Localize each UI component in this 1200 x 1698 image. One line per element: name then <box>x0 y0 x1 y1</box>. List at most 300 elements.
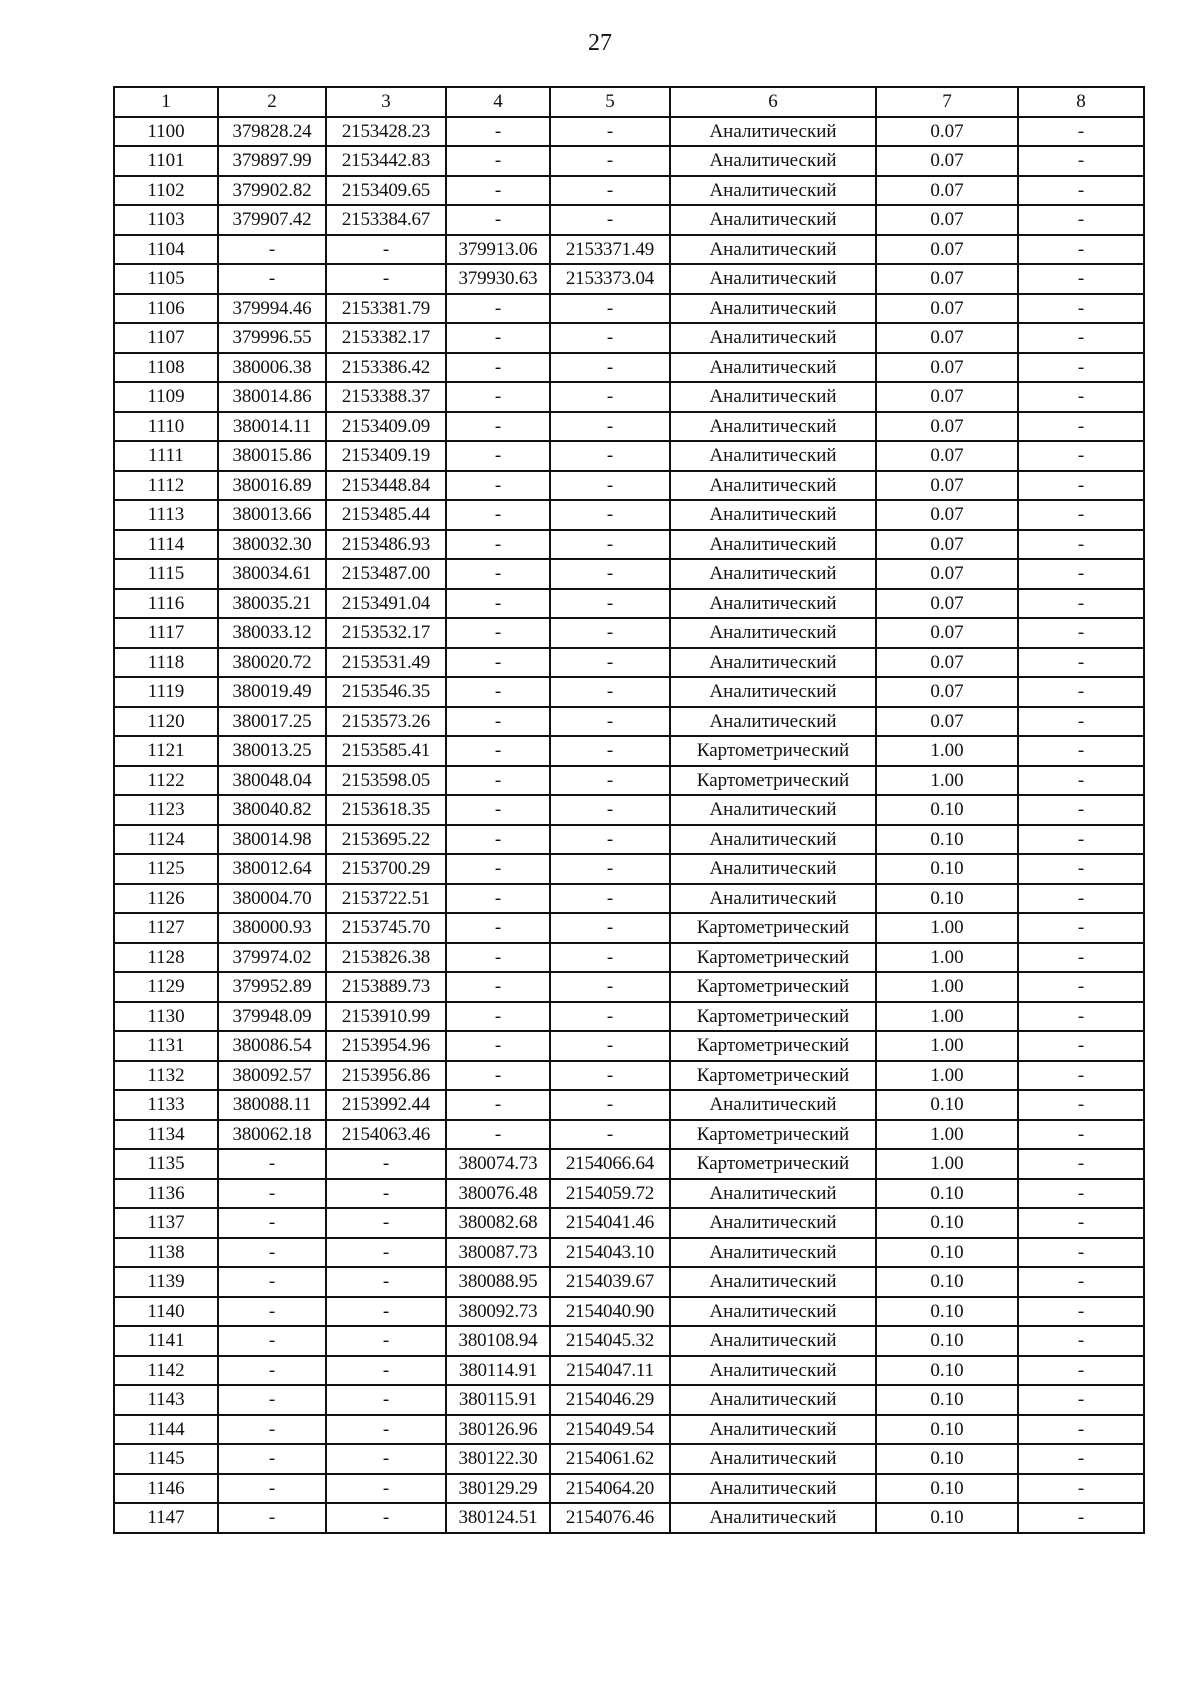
table-cell: Аналитический <box>670 1474 876 1504</box>
table-cell: Картометрический <box>670 1031 876 1061</box>
table-cell: 379994.46 <box>218 294 326 324</box>
table-cell: - <box>446 294 550 324</box>
table-cell: - <box>446 146 550 176</box>
table-cell: Аналитический <box>670 1444 876 1474</box>
column-header: 5 <box>550 87 670 117</box>
table-cell: 2154049.54 <box>550 1415 670 1445</box>
table-cell: 379913.06 <box>446 235 550 265</box>
table-cell: - <box>446 618 550 648</box>
table-cell: - <box>326 1474 446 1504</box>
table-cell: - <box>550 117 670 147</box>
table-cell: 0.07 <box>876 441 1018 471</box>
table-cell: - <box>326 1179 446 1209</box>
table-cell: - <box>1018 1149 1144 1179</box>
table-cell: 1116 <box>114 589 218 619</box>
table-cell: 2153491.04 <box>326 589 446 619</box>
table-cell: 1112 <box>114 471 218 501</box>
table-cell: Аналитический <box>670 264 876 294</box>
table-row <box>114 294 1144 324</box>
table-cell: 0.10 <box>876 1474 1018 1504</box>
table-cell: 1119 <box>114 677 218 707</box>
table-row <box>114 441 1144 471</box>
table-cell: 2154063.46 <box>326 1120 446 1150</box>
table-cell: 380000.93 <box>218 913 326 943</box>
table-cell: 2153598.05 <box>326 766 446 796</box>
table-cell: - <box>326 1267 446 1297</box>
table-cell: 1126 <box>114 884 218 914</box>
table-cell: 2154076.46 <box>550 1503 670 1533</box>
table-row <box>114 1326 1144 1356</box>
table-cell: - <box>550 205 670 235</box>
table-cell: Аналитический <box>670 530 876 560</box>
table-cell: - <box>1018 1120 1144 1150</box>
table-cell: - <box>1018 1415 1144 1445</box>
column-header: 1 <box>114 87 218 117</box>
table-row <box>114 1149 1144 1179</box>
table-cell: 1115 <box>114 559 218 589</box>
table-cell: 1.00 <box>876 913 1018 943</box>
table-cell: - <box>446 530 550 560</box>
table-cell: - <box>550 294 670 324</box>
table-cell: 0.07 <box>876 412 1018 442</box>
table-cell: - <box>1018 1179 1144 1209</box>
table-cell: 1136 <box>114 1179 218 1209</box>
table-cell: 0.07 <box>876 235 1018 265</box>
table-cell: - <box>1018 294 1144 324</box>
table-cell: 379828.24 <box>218 117 326 147</box>
table-cell: 1.00 <box>876 736 1018 766</box>
table-cell: Аналитический <box>670 825 876 855</box>
table-row <box>114 736 1144 766</box>
table-cell: - <box>446 913 550 943</box>
table-header-row <box>114 87 1144 117</box>
table-cell: 379948.09 <box>218 1002 326 1032</box>
table-cell: - <box>550 913 670 943</box>
table-cell: - <box>1018 1444 1144 1474</box>
table-cell: 1139 <box>114 1267 218 1297</box>
table-row <box>114 117 1144 147</box>
table-cell: 2153487.00 <box>326 559 446 589</box>
table-cell: 2153409.65 <box>326 176 446 206</box>
table-row <box>114 1503 1144 1533</box>
table-cell: - <box>1018 264 1144 294</box>
table-cell: 380032.30 <box>218 530 326 560</box>
table-row <box>114 146 1144 176</box>
table-cell: 2154039.67 <box>550 1267 670 1297</box>
table-cell: - <box>1018 943 1144 973</box>
table-cell: 1106 <box>114 294 218 324</box>
table-cell: 0.10 <box>876 1356 1018 1386</box>
table-row <box>114 795 1144 825</box>
table-cell: - <box>326 264 446 294</box>
table-cell: 379902.82 <box>218 176 326 206</box>
table-cell: - <box>550 707 670 737</box>
table-cell: - <box>446 795 550 825</box>
table-cell: - <box>326 1444 446 1474</box>
table-cell: 2153409.09 <box>326 412 446 442</box>
table-cell: - <box>446 382 550 412</box>
table-cell: 379996.55 <box>218 323 326 353</box>
table-cell: - <box>550 500 670 530</box>
table-cell: - <box>1018 825 1144 855</box>
table-row <box>114 1267 1144 1297</box>
table-cell: Аналитический <box>670 618 876 648</box>
table-cell: 2154061.62 <box>550 1444 670 1474</box>
table-cell: 1129 <box>114 972 218 1002</box>
table-cell: - <box>218 1238 326 1268</box>
table-cell: 380035.21 <box>218 589 326 619</box>
table-cell: Картометрический <box>670 736 876 766</box>
table-cell: - <box>326 1149 446 1179</box>
table-cell: 380012.64 <box>218 854 326 884</box>
table-cell: 379974.02 <box>218 943 326 973</box>
table-cell: 2154066.64 <box>550 1149 670 1179</box>
table-cell: - <box>446 972 550 1002</box>
table-cell: - <box>550 736 670 766</box>
table-cell: 2154043.10 <box>550 1238 670 1268</box>
table-row <box>114 1061 1144 1091</box>
table-cell: - <box>1018 913 1144 943</box>
table-cell: - <box>446 353 550 383</box>
table-cell: - <box>550 795 670 825</box>
table-cell: - <box>1018 648 1144 678</box>
table-cell: 380034.61 <box>218 559 326 589</box>
table-cell: - <box>446 176 550 206</box>
table-cell: - <box>446 117 550 147</box>
table-cell: 0.10 <box>876 1444 1018 1474</box>
table-cell: 0.07 <box>876 323 1018 353</box>
table-cell: 380076.48 <box>446 1179 550 1209</box>
table-cell: 0.07 <box>876 382 1018 412</box>
table-cell: Аналитический <box>670 412 876 442</box>
table-cell: 2153618.35 <box>326 795 446 825</box>
table-cell: - <box>550 648 670 678</box>
table-cell: Аналитический <box>670 1326 876 1356</box>
table-cell: Аналитический <box>670 117 876 147</box>
table-cell: 1108 <box>114 353 218 383</box>
table-cell: Картометрический <box>670 1002 876 1032</box>
table-cell: - <box>550 1090 670 1120</box>
table-cell: 2153485.44 <box>326 500 446 530</box>
table-cell: - <box>1018 382 1144 412</box>
table-cell: - <box>326 235 446 265</box>
table-cell: - <box>326 1238 446 1268</box>
table-cell: - <box>446 500 550 530</box>
table-cell: - <box>550 677 670 707</box>
table-cell: - <box>1018 1238 1144 1268</box>
table-row <box>114 884 1144 914</box>
table-row <box>114 677 1144 707</box>
table-cell: - <box>550 471 670 501</box>
table-row <box>114 530 1144 560</box>
table-cell: - <box>1018 854 1144 884</box>
table-cell: 2154059.72 <box>550 1179 670 1209</box>
table-row <box>114 1120 1144 1150</box>
table-cell: 2154045.32 <box>550 1326 670 1356</box>
table-cell: 380126.96 <box>446 1415 550 1445</box>
table-cell: 2153428.23 <box>326 117 446 147</box>
table-row <box>114 205 1144 235</box>
table-cell: - <box>550 589 670 619</box>
table-cell: Аналитический <box>670 1385 876 1415</box>
table-cell: 1.00 <box>876 766 1018 796</box>
table-cell: 2153388.37 <box>326 382 446 412</box>
table-cell: - <box>1018 972 1144 1002</box>
table-cell: 2153448.84 <box>326 471 446 501</box>
table-cell: - <box>326 1415 446 1445</box>
table-cell: - <box>446 559 550 589</box>
table-cell: - <box>446 766 550 796</box>
table-cell: - <box>1018 1503 1144 1533</box>
table-cell: 2153546.35 <box>326 677 446 707</box>
table-cell: - <box>218 1385 326 1415</box>
table-cell: - <box>1018 677 1144 707</box>
table-row <box>114 589 1144 619</box>
table-cell: - <box>550 530 670 560</box>
table-row <box>114 1474 1144 1504</box>
table-cell: 1.00 <box>876 972 1018 1002</box>
table-cell: - <box>550 323 670 353</box>
table-cell: - <box>1018 795 1144 825</box>
table-cell: - <box>446 323 550 353</box>
table-cell: - <box>446 1002 550 1032</box>
table-cell: Аналитический <box>670 1297 876 1327</box>
table-cell: - <box>550 1031 670 1061</box>
column-header: 7 <box>876 87 1018 117</box>
table-cell: 1100 <box>114 117 218 147</box>
table-row <box>114 235 1144 265</box>
table-cell: 1103 <box>114 205 218 235</box>
table-cell: 2153956.86 <box>326 1061 446 1091</box>
table-cell: 0.07 <box>876 117 1018 147</box>
table-cell: - <box>326 1356 446 1386</box>
table-cell: - <box>550 559 670 589</box>
table-row <box>114 1031 1144 1061</box>
table-cell: 1.00 <box>876 1120 1018 1150</box>
table-cell: - <box>550 1061 670 1091</box>
table-cell: - <box>1018 146 1144 176</box>
table-cell: 2153700.29 <box>326 854 446 884</box>
table-cell: - <box>1018 1061 1144 1091</box>
column-header: 8 <box>1018 87 1144 117</box>
page-number: 27 <box>588 30 612 56</box>
table-cell: 0.07 <box>876 500 1018 530</box>
table-cell: 0.10 <box>876 1385 1018 1415</box>
table-cell: - <box>446 707 550 737</box>
table-cell: 2153954.96 <box>326 1031 446 1061</box>
table-cell: - <box>218 235 326 265</box>
table-cell: - <box>446 825 550 855</box>
table-cell: 380014.11 <box>218 412 326 442</box>
table-cell: - <box>1018 500 1144 530</box>
table-cell: 379907.42 <box>218 205 326 235</box>
table-cell: Аналитический <box>670 707 876 737</box>
table-cell: 380006.38 <box>218 353 326 383</box>
table-cell: 1130 <box>114 1002 218 1032</box>
table-cell: - <box>326 1208 446 1238</box>
table-cell: - <box>1018 1090 1144 1120</box>
table-cell: 0.10 <box>876 1179 1018 1209</box>
table-cell: 2153371.49 <box>550 235 670 265</box>
table-cell: 0.10 <box>876 1238 1018 1268</box>
table-cell: 0.10 <box>876 854 1018 884</box>
table-cell: 380014.98 <box>218 825 326 855</box>
table-cell: 2153889.73 <box>326 972 446 1002</box>
table-row <box>114 1297 1144 1327</box>
table-cell: 0.07 <box>876 146 1018 176</box>
table-cell: Аналитический <box>670 1208 876 1238</box>
table-row <box>114 1238 1144 1268</box>
table-cell: 380092.57 <box>218 1061 326 1091</box>
table-cell: - <box>218 1474 326 1504</box>
table-row <box>114 854 1144 884</box>
table-cell: 1144 <box>114 1415 218 1445</box>
table-cell: 0.10 <box>876 825 1018 855</box>
table-cell: 1117 <box>114 618 218 648</box>
table-row <box>114 618 1144 648</box>
table-cell: 2154047.11 <box>550 1356 670 1386</box>
table-cell: 380092.73 <box>446 1297 550 1327</box>
table-cell: Аналитический <box>670 559 876 589</box>
table-cell: - <box>1018 205 1144 235</box>
table-row <box>114 382 1144 412</box>
table-cell: - <box>446 1061 550 1091</box>
column-header: 6 <box>670 87 876 117</box>
table-row <box>114 1385 1144 1415</box>
table-cell: - <box>218 1179 326 1209</box>
table-cell: 2153373.04 <box>550 264 670 294</box>
table-cell: Аналитический <box>670 589 876 619</box>
table-cell: - <box>550 1002 670 1032</box>
table-body <box>114 117 1144 1533</box>
table-cell: 1128 <box>114 943 218 973</box>
table-cell: 1114 <box>114 530 218 560</box>
table-cell: 2153381.79 <box>326 294 446 324</box>
table-cell: - <box>1018 441 1144 471</box>
table-cell: - <box>550 441 670 471</box>
table-cell: 1110 <box>114 412 218 442</box>
table-cell: Аналитический <box>670 1356 876 1386</box>
table-cell: - <box>446 648 550 678</box>
table-cell: 0.07 <box>876 707 1018 737</box>
table-cell: 2154046.29 <box>550 1385 670 1415</box>
table-cell: - <box>1018 884 1144 914</box>
table-cell: 1.00 <box>876 1031 1018 1061</box>
table-cell: 379952.89 <box>218 972 326 1002</box>
table-cell: - <box>1018 589 1144 619</box>
table-cell: - <box>550 825 670 855</box>
table-cell: 2153585.41 <box>326 736 446 766</box>
table-cell: 0.10 <box>876 1208 1018 1238</box>
table-cell: 1122 <box>114 766 218 796</box>
table-cell: - <box>1018 412 1144 442</box>
table-cell: 0.10 <box>876 884 1018 914</box>
table-cell: - <box>218 1297 326 1327</box>
table-cell: 1133 <box>114 1090 218 1120</box>
table-cell: 0.07 <box>876 353 1018 383</box>
table-cell: 0.07 <box>876 677 1018 707</box>
table-cell: 2154041.46 <box>550 1208 670 1238</box>
table-cell: 1140 <box>114 1297 218 1327</box>
table-cell: 1113 <box>114 500 218 530</box>
table-cell: - <box>1018 1297 1144 1327</box>
table-cell: - <box>550 766 670 796</box>
table-cell: - <box>218 1326 326 1356</box>
table-cell: - <box>550 943 670 973</box>
table-cell: 380082.68 <box>446 1208 550 1238</box>
table-cell: 0.10 <box>876 1090 1018 1120</box>
table-cell: Аналитический <box>670 176 876 206</box>
table-row <box>114 176 1144 206</box>
table-cell: 2153384.67 <box>326 205 446 235</box>
table-cell: 1137 <box>114 1208 218 1238</box>
table-cell: - <box>218 1415 326 1445</box>
table-cell: - <box>1018 1002 1144 1032</box>
table-row <box>114 1208 1144 1238</box>
table-cell: - <box>1018 618 1144 648</box>
table-row <box>114 972 1144 1002</box>
table-cell: - <box>1018 1267 1144 1297</box>
table-cell: 380019.49 <box>218 677 326 707</box>
table-cell: - <box>1018 766 1144 796</box>
table-cell: 380020.72 <box>218 648 326 678</box>
table-cell: 2153386.42 <box>326 353 446 383</box>
table-cell: 1.00 <box>876 1002 1018 1032</box>
table-cell: Аналитический <box>670 795 876 825</box>
table-cell: - <box>1018 559 1144 589</box>
table-cell: 1107 <box>114 323 218 353</box>
table-row <box>114 707 1144 737</box>
table-cell: Картометрический <box>670 1120 876 1150</box>
table-cell: Картометрический <box>670 1149 876 1179</box>
column-header: 2 <box>218 87 326 117</box>
coordinates-table <box>113 86 1145 1534</box>
table-row <box>114 323 1144 353</box>
table-cell: 1127 <box>114 913 218 943</box>
table-cell: 1132 <box>114 1061 218 1091</box>
table-cell: 1105 <box>114 264 218 294</box>
table-cell: 1124 <box>114 825 218 855</box>
table-cell: 1102 <box>114 176 218 206</box>
table-cell: Аналитический <box>670 1415 876 1445</box>
table-cell: 1131 <box>114 1031 218 1061</box>
table-cell: 0.10 <box>876 1503 1018 1533</box>
table-cell: - <box>446 943 550 973</box>
table-cell: Картометрический <box>670 943 876 973</box>
table-cell: - <box>218 1356 326 1386</box>
table-cell: - <box>446 854 550 884</box>
table-cell: - <box>446 1120 550 1150</box>
table-cell: 1146 <box>114 1474 218 1504</box>
table-cell: - <box>550 618 670 648</box>
table-cell: 2153486.93 <box>326 530 446 560</box>
table-cell: 1134 <box>114 1120 218 1150</box>
table-cell: Картометрический <box>670 1061 876 1091</box>
table-cell: 2153532.17 <box>326 618 446 648</box>
table-cell: Аналитический <box>670 648 876 678</box>
table-cell: Аналитический <box>670 1238 876 1268</box>
table-cell: 1111 <box>114 441 218 471</box>
table-cell: 380015.86 <box>218 441 326 471</box>
table-cell: 1123 <box>114 795 218 825</box>
table-row <box>114 500 1144 530</box>
table-cell: 1142 <box>114 1356 218 1386</box>
table-row <box>114 648 1144 678</box>
table-cell: 0.10 <box>876 795 1018 825</box>
table-cell: - <box>1018 471 1144 501</box>
table-cell: - <box>1018 736 1144 766</box>
table-cell: - <box>550 412 670 442</box>
